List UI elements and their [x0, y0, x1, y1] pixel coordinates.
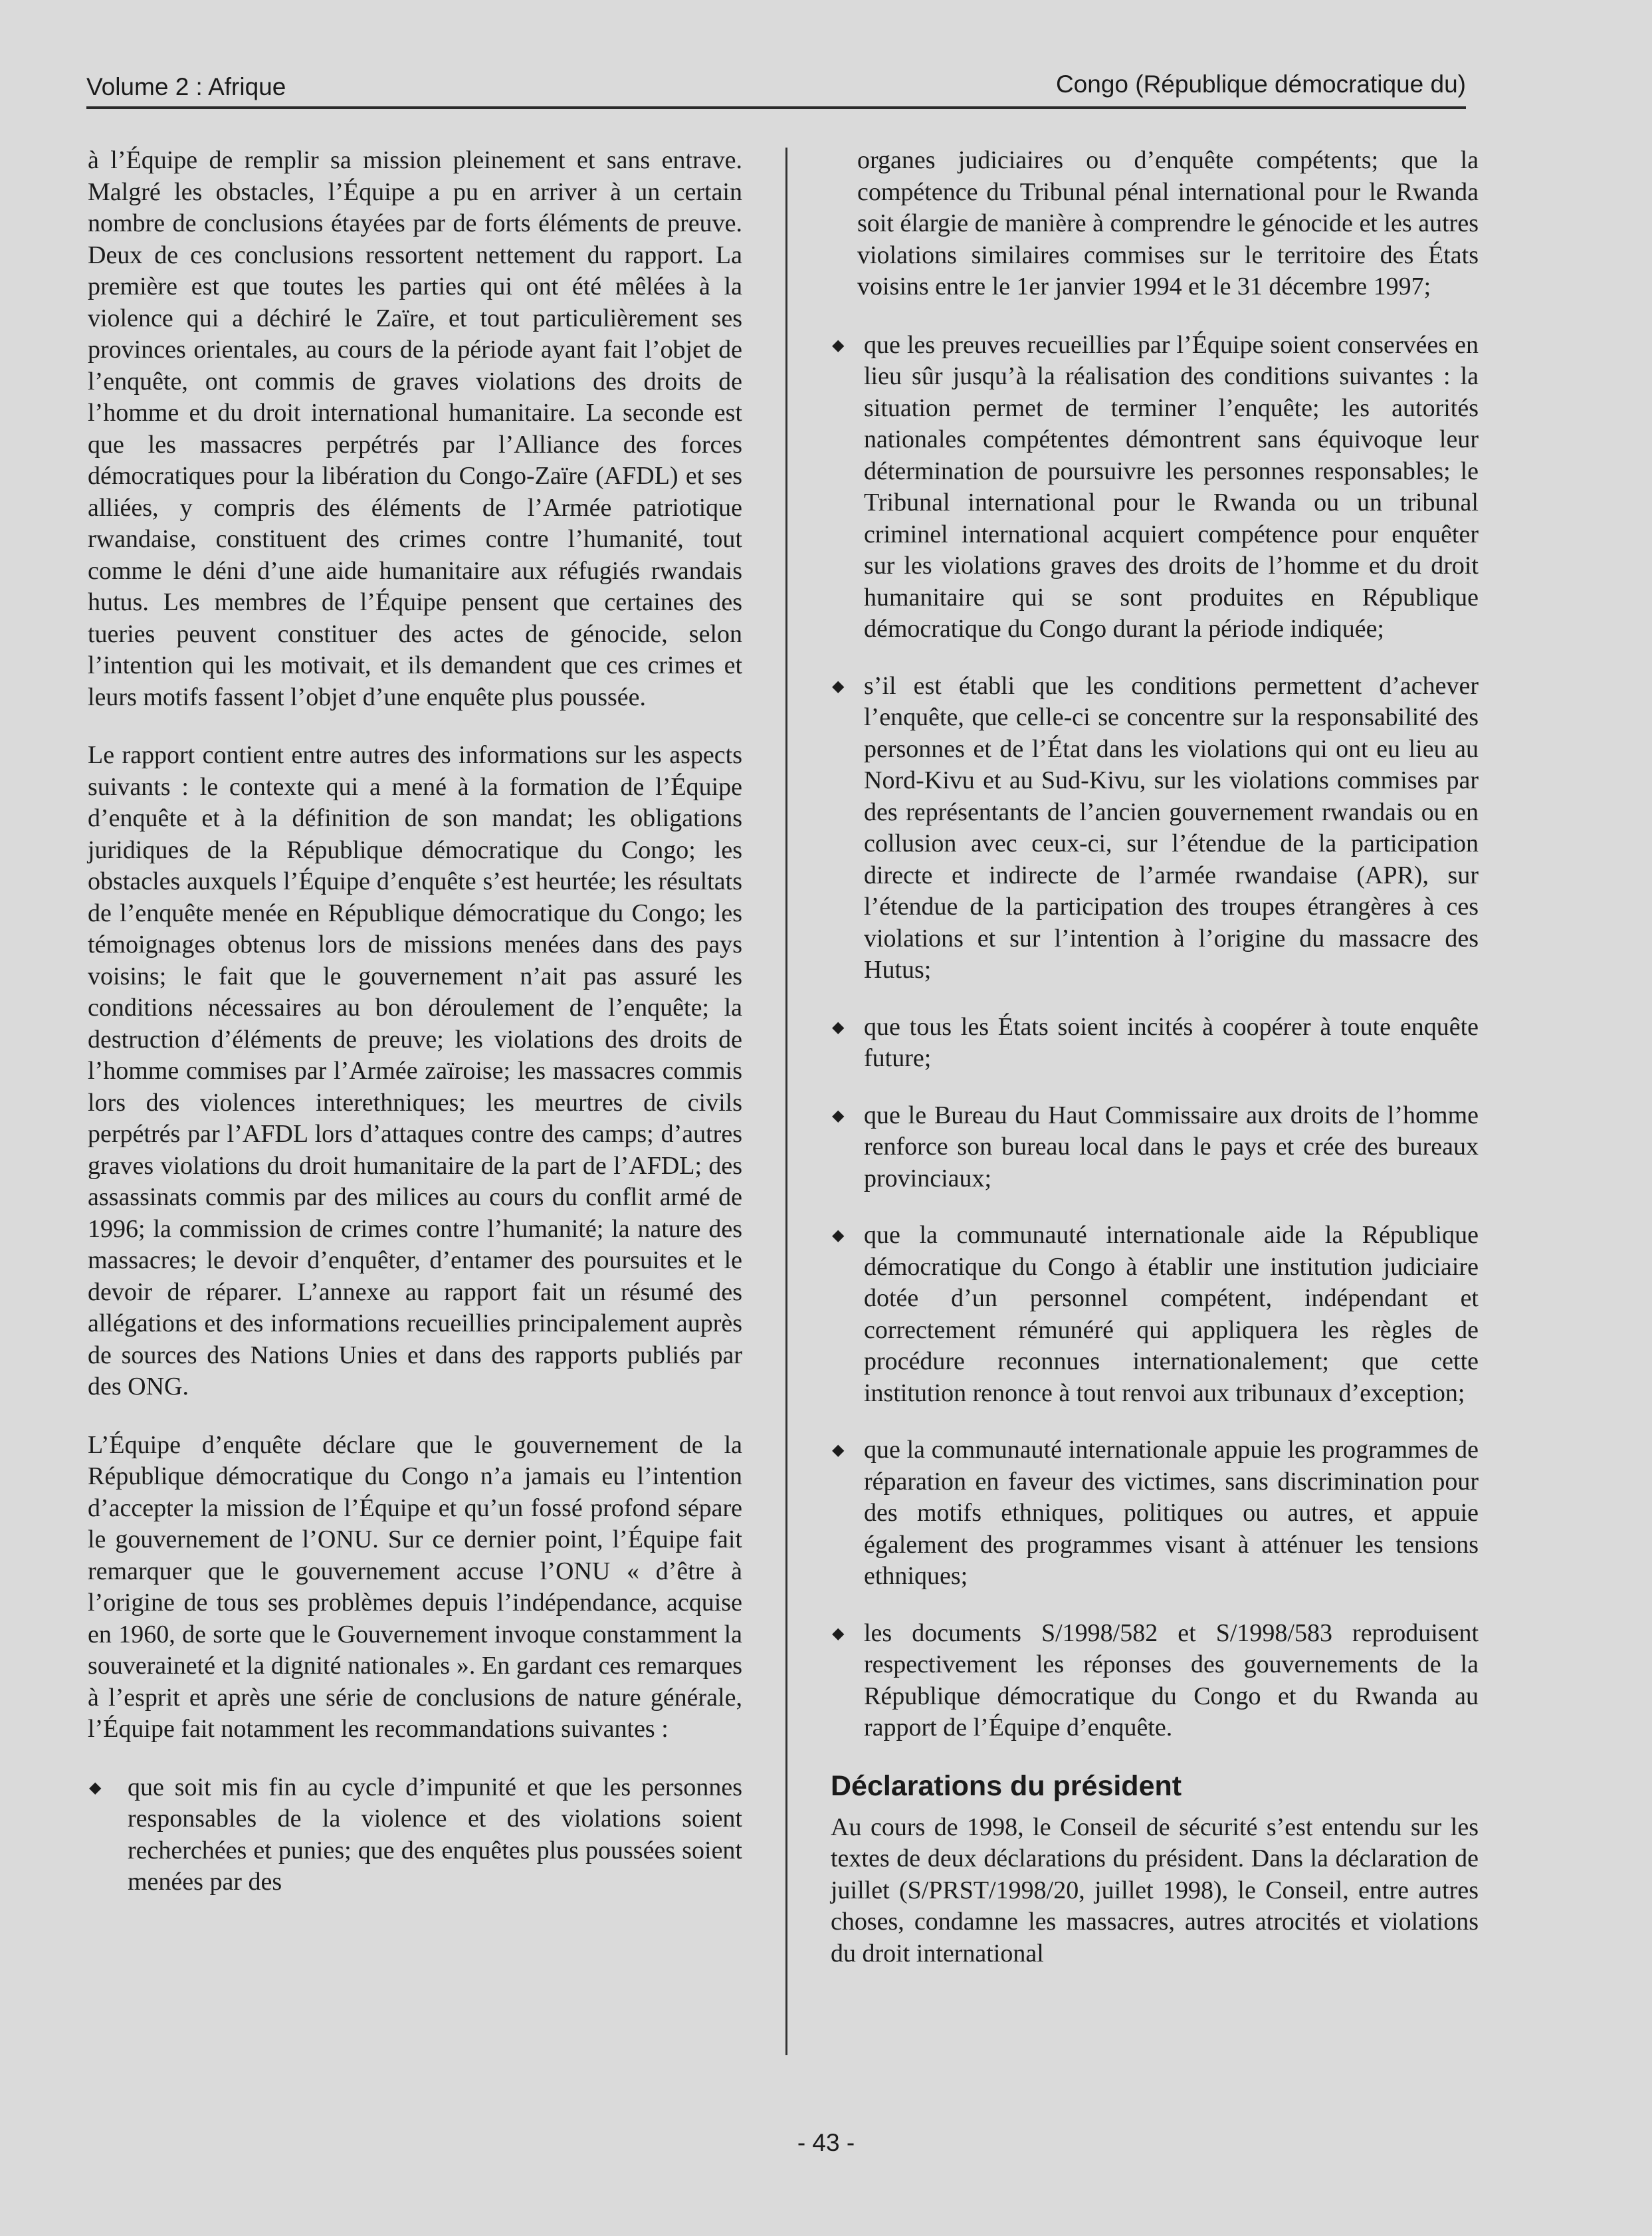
diamond-bullet-icon: ◆ — [832, 335, 845, 354]
left-column — [88, 145, 742, 1924]
list-item-text: s’il est établi que les conditions permettent d’achever l’enquête, que celle-ci se concentre sur la responsabilité des personnes et de l’État dans les violations qui ont eu lieu au Nord-Kivu et au Sud-Kivu, sur les violations commises par des représentants de l’ancien gouvernement rwandais ou en collusion avec ceux-ci, sur l’étendue de la participation directe et indirecte de l’armée rwandaise (APR), sur l’étendue de la participation des troupes étrangères à ces violations et sur l’intention à l’origine du massacre des Hutus; — [864, 671, 1479, 984]
section-heading: Déclarations du président — [831, 1769, 1182, 1802]
paragraph: Au cours de 1998, le Conseil de sécurité s’est entendu sur les textes de deux déclarations du président. Dans la déclaration de juillet (S/PRST/1998/20, juillet 1998), le Conseil, entre autres choses, condamne les massacres, autres atrocités et violations du droit international — [831, 1813, 1479, 1967]
recommendations-list — [88, 1772, 742, 1898]
diamond-bullet-icon: ◆ — [89, 1777, 102, 1797]
list-item — [88, 1772, 742, 1898]
header-country: Congo (République démocratique du) — [1055, 70, 1466, 98]
paragraph: organes judiciaires ou d’enquête compétents; que la compétence du Tribunal pénal international pour le Rwanda soit élargie de manière à comprendre le génocide et les autres violations similaires commises sur le territoire des États voisins entre le 1er janvier 1994 et le 31 décembre 1997; — [857, 146, 1479, 300]
list-item-text: que tous les États soient incités à coopérer à toute enquête future; — [864, 1012, 1479, 1072]
list-item-text: que le Bureau du Haut Commissaire aux droits de l’homme renforce son bureau local dans le pays et crée des bureaux provinciaux; — [864, 1101, 1479, 1192]
list-item — [831, 1012, 1479, 1075]
diamond-bullet-icon: ◆ — [832, 1017, 845, 1036]
list-item-text: que la communauté internationale appuie les programmes de réparation en faveur des victimes, sans discrimination pour des motifs ethniques, politiques ou autres, et appuie également des programmes visant à atténuer les tensions ethniques; — [864, 1436, 1479, 1590]
diamond-bullet-icon: ◆ — [832, 1105, 845, 1125]
header-rule — [86, 106, 1466, 109]
list-item — [831, 1100, 1479, 1195]
page-number: - 43 - — [797, 2129, 855, 2156]
list-item-text: que la communauté internationale aide la République démocratique du Congo à établir une institution judiciaire dotée d’un personnel compétent, indépendant et correctement rémunéré qui appliquera les règles de procédure reconnues internationalement; que cette institution renonce à tout renvoi aux tribunaux d’exception; — [864, 1221, 1479, 1407]
list-item — [831, 1434, 1479, 1593]
list-item — [831, 330, 1479, 645]
diamond-bullet-icon: ◆ — [832, 1623, 845, 1642]
paragraph: L’Équipe d’enquête déclare que le gouvernement de la République démocratique du Congo n’a jamais eu l’intention d’accepter la mission de l’Équipe et qu’un fossé profond sépare le gouvernement de l’ONU. Sur ce dernier point, l’Équipe fait remarquer que le gouvernement accuse l’ONU « d’être à l’origine de tous ses problèmes depuis l’indépendance, acquise en 1960, de sorte que le Gouvernement invoque constamment la souveraineté et la dignité nationales ». En gardant ces remarques à l’esprit et après une série de conclusions de nature générale, l’Équipe fait notamment les recommandations suivantes : — [88, 1430, 742, 1743]
running-header — [86, 66, 1466, 108]
diamond-bullet-icon: ◆ — [832, 1440, 845, 1459]
list-item-text: que soit mis fin au cycle d’impunité et que les personnes responsables de la violence et des violations soient recherchées et punies; que des enquêtes plus poussées soient menées par des — [128, 1773, 742, 1896]
list-item — [831, 1618, 1479, 1744]
paragraph: à l’Équipe de remplir sa mission pleinement et sans entrave. Malgré les obstacles, l’Équipe a pu en arriver à un certain nombre de conclusions étayées par de forts éléments de preuve. Deux de ces conclusions ressortent nettement du rapport. La première est que toutes les parties qui ont été mêlées à la violence qui a déchiré le Zaïre, et tout particulièrement ses provinces orientales, au cours de la période ayant fait l’objet de l’enquête, ont commis de graves violations des droits de l’homme et du droit international humanitaire. La seconde est que les massacres perpétrés par l’Alliance des forces démocratiques pour la libération du Congo-Zaïre (AFDL) et ses alliées, y compris des éléments de l’Armée patriotique rwandaise, constituent des crimes contre l’humanité, tout comme le déni d’une aide humanitaire aux réfugiés rwandais hutus. Les membres de l’Équipe pensent que certaines des tueries peuvent constituer des actes de génocide, selon l’intention qui les motivait, et ils demandent que ces crimes et leurs motifs fassent l’objet d’une enquête plus poussée. — [88, 146, 742, 711]
right-column — [831, 145, 1479, 1996]
column-divider — [785, 148, 787, 2055]
diamond-bullet-icon: ◆ — [832, 1226, 845, 1244]
list-item — [831, 1220, 1479, 1409]
list-item-text: les documents S/1998/582 et S/1998/583 reproduisent respectivement les réponses des gouvernements de la République démocratique du Congo et du Rwanda au rapport de l’Équipe d’enquête. — [864, 1619, 1479, 1741]
header-volume: Volume 2 : Afrique — [86, 73, 286, 100]
list-item-text: que les preuves recueillies par l’Équipe soient conservées en lieu sûr jusqu’à la réalisation des conditions suivantes : la situation permet de terminer l’enquête; les autorités nationales compétentes démontrent sans équivoque leur détermination de poursuivre les personnes responsables; le Tribunal international pour le Rwanda ou un tribunal criminel international acquiert compétence pour enquêter sur les violations graves des droits de l’homme et du droit humanitaire qui se sont produites en République démocratique du Congo durant la période indiquée; — [864, 330, 1479, 643]
list-item — [831, 671, 1479, 986]
paragraph: Le rapport contient entre autres des informations sur les aspects suivants : le contexte qui a mené à la formation de l’Équipe d’enquête et à la définition de son mandat; les obligations juridiques de la République démocratique du Congo; les obstacles auxquels l’Équipe d’enquête s’est heurtée; les résultats de l’enquête menée en République démocratique du Congo; les témoignages obtenus lors de missions menées dans des pays voisins; le fait que le gouvernement n’ait pas assuré les conditions nécessaires au bon déroulement de l’enquête; la destruction d’éléments de preuve; les violations des droits de l’homme commises par l’Armée zaïroise; les massacres commis lors des violences interethniques; les meurtres de civils perpétrés par l’AFDL lors d’attaques contre des camps; d’autres graves violations du droit humanitaire de la part de l’AFDL; des assassinats commis par des milices au cours du conflit armé de 1996; la commission de crimes contre l’humanité; la nature des massacres; le devoir d’enquêter, d’entamer des poursuites et le devoir de réparer. L’annexe au rapport fait un résumé des allégations et des informations recueillies principalement auprès de sources des Nations Unies et dans des rapports publiés par des ONG. — [88, 741, 742, 1400]
recommendations-list — [831, 330, 1479, 1744]
diamond-bullet-icon: ◆ — [832, 676, 845, 695]
